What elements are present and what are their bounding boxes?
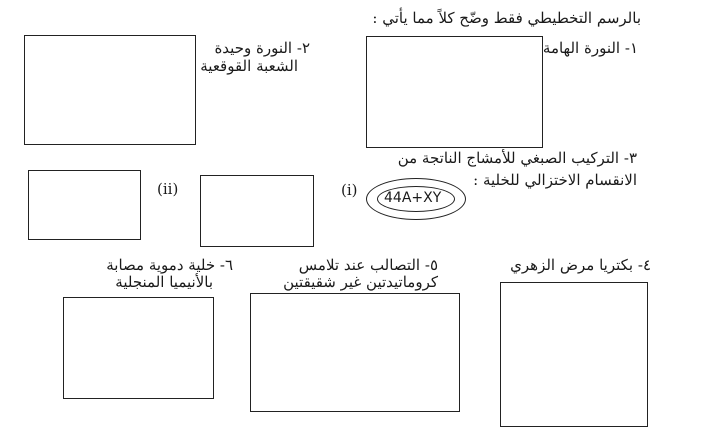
item-3-label-line1: ٣- التركيب الصبغي للأمشاج الناتجة من [397, 149, 637, 167]
item-3-box-i [200, 175, 314, 247]
roman-ii-label: (ii) [157, 180, 179, 198]
item-4-box [500, 282, 648, 427]
item-5-label-line1: ٥- التصالب عند تلامس [298, 256, 438, 274]
item-2-box [24, 35, 196, 145]
item-5-box [250, 293, 460, 412]
item-6-label-line1: ٦- خلية دموية مصابة [106, 256, 233, 274]
instruction-text: بالرسم التخطيطي فقط وضّح كلاً مما يأتي : [372, 9, 641, 27]
cell-formula: 44A+XY [384, 190, 442, 206]
item-5-label-line2: كروماتيدتين غير شقيقتين [283, 273, 438, 291]
item-2-label-line2: الشعبة القوقعية [200, 57, 298, 75]
item-3-box-ii [28, 170, 141, 240]
item-6-label-line2: بالأنيميا المنجلية [115, 273, 213, 291]
roman-i-label: (i) [341, 181, 358, 199]
item-2-label-line1: ٢- النورة وحيدة [214, 39, 310, 57]
item-6-box [63, 297, 214, 399]
item-4-label: ٤- بكتريا مرض الزهري [510, 256, 651, 274]
item-3-label-line2: الانقسام الاختزالي للخلية : [473, 171, 637, 189]
item-1-label: ١- النورة الهامة [542, 39, 638, 57]
item-1-box [366, 36, 543, 148]
